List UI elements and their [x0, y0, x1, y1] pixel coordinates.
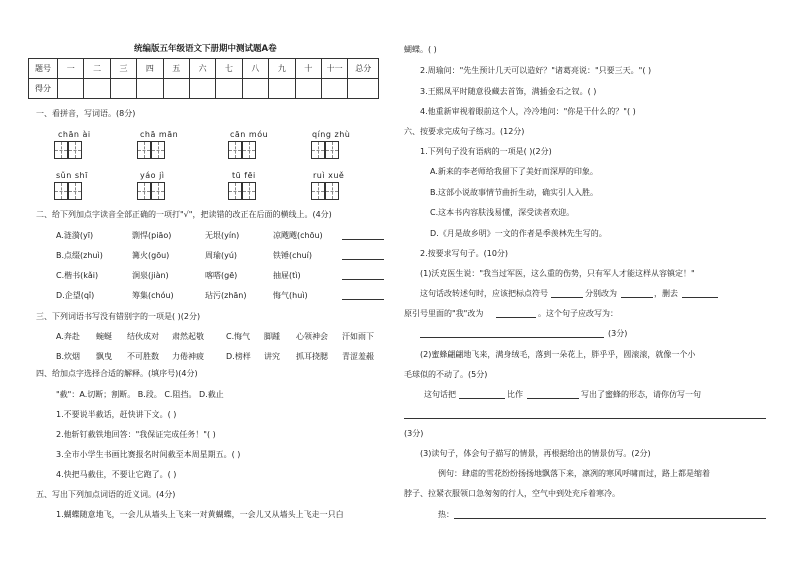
pinyin: ruì xuě — [313, 171, 345, 180]
pinyin: qíng zhù — [312, 130, 351, 139]
pinyin: cān móu — [230, 130, 269, 139]
table-cell: 九 — [269, 59, 295, 79]
table-cell: 十 — [295, 59, 321, 79]
option-text: 蜿蜒 — [96, 332, 112, 341]
score-table-score-row — [29, 79, 379, 99]
table-cell: 得分 — [29, 79, 58, 99]
definition-options: "截"：A.切断；割断。 B.段。 C.阻挡。 D.截止 — [56, 390, 224, 399]
option-text: 周瑜(yú) — [205, 251, 238, 260]
option-text: 凉飕飕(chōu) — [273, 231, 323, 240]
option-text: 剽悍(piāo) — [132, 231, 172, 240]
table-cell: 四 — [137, 59, 163, 79]
option-text: B.这部小说故事情节曲折生动，确实引人入胜。 — [430, 188, 599, 197]
question-1-heading: 一、看拼音，写词语。(8分) — [36, 109, 136, 118]
answer-line[interactable] — [527, 398, 579, 399]
table-cell: 十一 — [321, 59, 347, 79]
writing-box[interactable] — [151, 182, 165, 200]
option-text: A.奔赴 — [56, 332, 80, 341]
table-cell: 八 — [242, 59, 268, 79]
question-item: 比作 — [507, 390, 523, 399]
option-text: 青涩羞赧 — [342, 352, 374, 361]
question-item: 4.他重新审视着眼前这个人，冷冷地问："你是干什么的？"( ) — [420, 107, 636, 116]
table-cell: 一 — [58, 59, 84, 79]
answer-line[interactable] — [496, 317, 536, 318]
answer-line[interactable] — [404, 418, 766, 419]
option-text: 喀嗒(gē) — [205, 271, 238, 280]
score-cell[interactable] — [321, 79, 347, 99]
option-text: 心领神会 — [296, 332, 328, 341]
pinyin: yáo jì — [140, 171, 165, 180]
option-text: D.榜样 — [226, 352, 251, 361]
writing-box[interactable] — [137, 182, 151, 200]
question-2-heading: 二、给下列加点字读音全部正确的一项打"√"，把读错的改正在后面的横线上。(4分) — [36, 210, 332, 219]
option-text: B.点缀(zhuì) — [56, 251, 103, 260]
points-label: (3分) — [404, 429, 424, 438]
option-text: B.炊烟 — [56, 352, 81, 361]
option-text: 脚踵 — [264, 332, 280, 341]
writing-box[interactable] — [311, 182, 325, 200]
question-3-heading: 三、下列词语书写没有错别字的一项是( )(2分) — [36, 312, 201, 321]
option-text: 悔气(huì) — [273, 291, 308, 300]
score-cell[interactable] — [58, 79, 84, 99]
table-cell: 题号 — [29, 59, 58, 79]
score-cell[interactable] — [216, 79, 242, 99]
question-item: 。这个句子应改写为： — [538, 309, 618, 318]
pinyin: sǔn shī — [56, 171, 88, 180]
points-label: (3分) — [608, 329, 628, 338]
option-text: 玷污(zhān) — [205, 291, 247, 300]
writing-box[interactable] — [54, 182, 68, 200]
question-item: 1.下列句子没有语病的一项是( )(2分) — [420, 147, 552, 156]
option-text: 飘曳 — [96, 352, 112, 361]
example-text: 脖子、拉紧衣服领口急匆匆的行人，空气中到处充斥着寒冷。 — [404, 489, 620, 498]
table-cell: 七 — [216, 59, 242, 79]
score-cell[interactable] — [110, 79, 136, 99]
writing-box[interactable] — [228, 141, 242, 159]
pinyin: chān ài — [58, 130, 91, 139]
writing-box[interactable] — [151, 141, 165, 159]
question-item: 3.全市小学生书画比赛报名时间截至本周星期五。( ) — [56, 450, 241, 459]
option-text: C.悔气 — [226, 332, 251, 341]
table-cell: 二 — [84, 59, 110, 79]
question-item: 4.快把马截住，不要让它跑了。( ) — [56, 470, 177, 479]
question-item: (2)蜜蜂翩翩地飞来，满身绒毛，落到一朵花上，胖乎乎，圆滚滚，就像一个小 — [420, 350, 696, 359]
question-item: 分别改为 — [585, 289, 617, 298]
answer-line[interactable] — [682, 297, 718, 298]
score-cell[interactable] — [137, 79, 163, 99]
question-item: 2.周瑜问："先生预计几天可以造好？"诸葛亮说："只要三天。"( ) — [420, 66, 652, 75]
option-text: C.这本书内容肤浅易懂，深受读者欢迎。 — [430, 208, 575, 217]
question-item: 1.不要说半截话，赶快讲下文。( ) — [56, 410, 177, 419]
option-text: 筹集(chóu) — [132, 291, 174, 300]
question-6-heading: 六、按要求完成句子练习。(12分) — [404, 127, 525, 136]
option-text: A.涟漪(yī) — [56, 231, 94, 240]
writing-box[interactable] — [325, 182, 339, 200]
option-text: 讲究 — [264, 352, 280, 361]
writing-box[interactable] — [325, 141, 339, 159]
score-cell[interactable] — [269, 79, 295, 99]
option-text: 抽屉(tì) — [273, 271, 301, 280]
score-table-header-row — [29, 59, 379, 79]
score-cell[interactable] — [348, 79, 379, 99]
table-cell: 六 — [189, 59, 215, 79]
question-item: 蝴蝶。( ) — [404, 45, 437, 54]
pinyin: chā mān — [140, 130, 179, 139]
option-text: D.《月是故乡明》一文的作者是季羡林先生写的。 — [430, 229, 607, 238]
option-text: 涧泉(jiàn) — [132, 271, 169, 280]
question-item: 写出了蜜蜂的形态，请你仿写一句 — [581, 390, 701, 399]
question-item: 这句话改转述句时，应该把标点符号 — [420, 289, 548, 298]
writing-box[interactable] — [242, 141, 256, 159]
question-item: 这句话把 — [424, 390, 456, 399]
option-text: A.新来的李老师给我留下了美好而深厚的印象。 — [430, 167, 598, 176]
question-item: 毛球似的不动了。(5分) — [404, 370, 488, 379]
question-4-heading: 四、给加点字选择合适的解释。(填序号)(4分) — [36, 369, 198, 378]
answer-line[interactable] — [454, 518, 766, 519]
question-item: ，删去 — [654, 289, 678, 298]
answer-line[interactable] — [551, 297, 583, 298]
option-text: C.楷书(kǎi) — [56, 271, 99, 280]
answer-line[interactable] — [342, 299, 384, 300]
question-item: 2.他斩钉截铁地回答："我保证完成任务！"( ) — [56, 430, 216, 439]
question-item: 2.按要求写句子。(10分) — [420, 249, 509, 258]
question-item: 原引号里面的"我"改为 — [404, 309, 484, 318]
answer-line[interactable] — [342, 239, 384, 240]
question-item: 3.王熙凤平时随意役藏去首饰，满插金石之钗。( ) — [420, 87, 597, 96]
answer-line[interactable] — [342, 259, 384, 260]
option-text: 篝火(gōu) — [132, 251, 170, 260]
page-title: 统编版五年级语文下册期中测试题A卷 — [134, 44, 277, 54]
answer-line[interactable] — [342, 279, 384, 280]
score-cell[interactable] — [295, 79, 321, 99]
option-text: D.企望(qǐ) — [56, 291, 95, 300]
writing-box[interactable] — [311, 141, 325, 159]
option-text: 无垠(yín) — [205, 231, 240, 240]
writing-box[interactable] — [54, 141, 68, 159]
option-text: 汗如雨下 — [342, 332, 374, 341]
answer-line[interactable] — [459, 398, 505, 399]
writing-box[interactable] — [68, 141, 82, 159]
table-cell: 五 — [163, 59, 189, 79]
option-text: 结伙成对 — [127, 332, 159, 341]
option-text: 不可胜数 — [127, 352, 159, 361]
score-cell[interactable] — [84, 79, 110, 99]
writing-box[interactable] — [68, 182, 82, 200]
option-text: 抓耳挠腮 — [296, 352, 328, 361]
table-cell: 三 — [110, 59, 136, 79]
score-table — [28, 58, 379, 99]
score-cell[interactable] — [189, 79, 215, 99]
writing-box[interactable] — [228, 182, 242, 200]
writing-box[interactable] — [137, 141, 151, 159]
score-cell[interactable] — [242, 79, 268, 99]
question-item: (1)沃克医生说："我当过军医，这么重的伤势，只有军人才能这样从容镇定！" — [420, 269, 695, 278]
answer-line[interactable] — [621, 297, 653, 298]
answer-line[interactable] — [420, 337, 604, 338]
question-item: 1.蝴蝶随意地飞，一会儿从墙头上飞来一对黄蝴蝶，一会儿又从墙头上飞走一只白 — [56, 510, 344, 519]
question-5-heading: 五、写出下列加点词语的近义词。(4分) — [36, 490, 176, 499]
score-cell[interactable] — [163, 79, 189, 99]
table-cell: 总分 — [348, 59, 379, 79]
option-text: 铁锤(chuí) — [273, 251, 313, 260]
writing-box[interactable] — [242, 182, 256, 200]
pinyin: tū fēi — [232, 171, 256, 180]
question-item: (3)读句子，体会句子描写的情景，再根据给出的情景仿写。(2分) — [420, 449, 651, 458]
option-text: 力倦神疲 — [172, 352, 204, 361]
example-text: 例句：肆虐的雪花纷纷扬扬地飘落下来，凛冽的寒风呼啸而过，路上都是缩着 — [438, 469, 710, 478]
question-item: 热： — [438, 510, 454, 519]
option-text: 肃然起敬 — [172, 332, 204, 341]
